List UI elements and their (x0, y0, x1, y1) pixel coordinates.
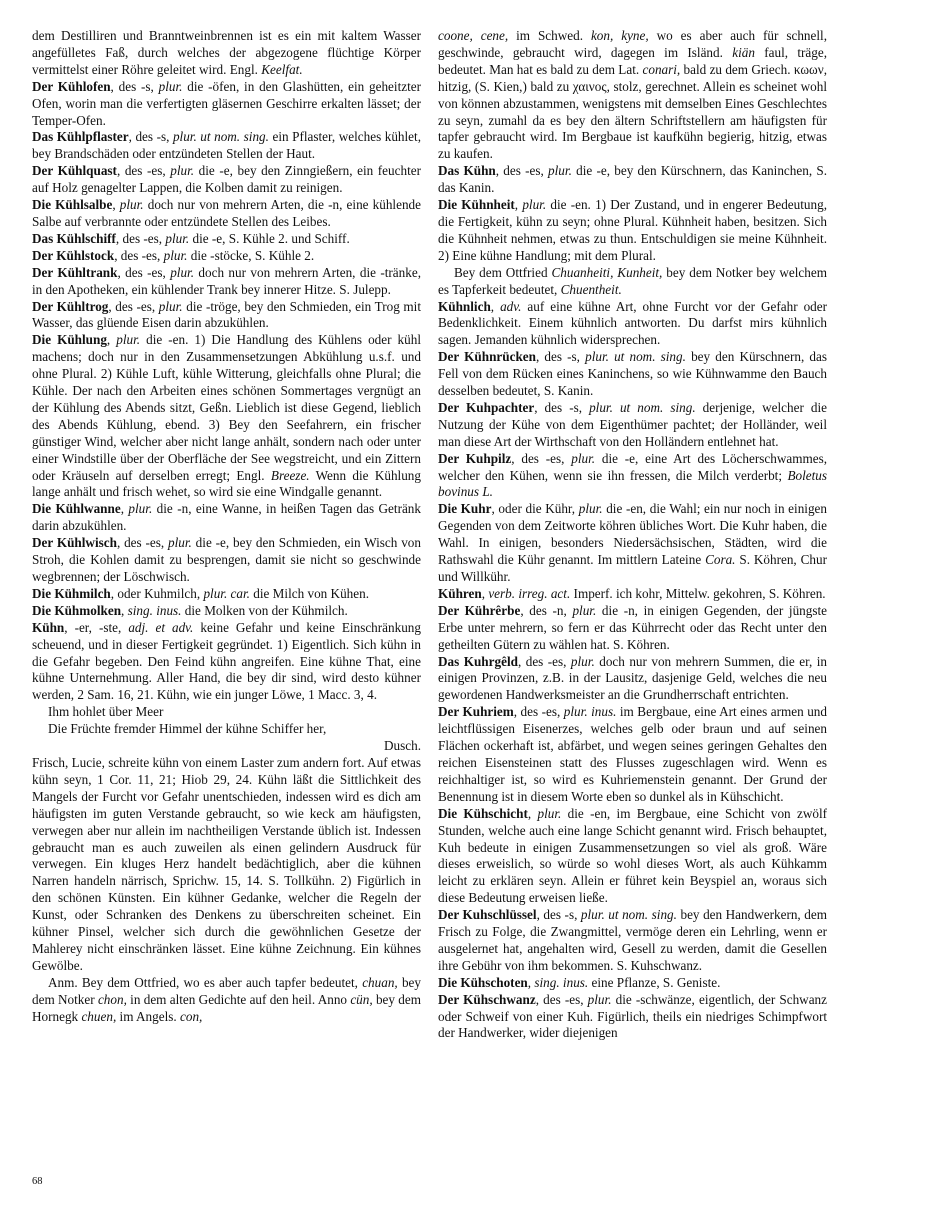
entry-text: , (481, 585, 489, 601)
italic-text: Keelfat. (261, 61, 303, 77)
dictionary-entry (32, 501, 421, 535)
dictionary-entry (32, 721, 421, 738)
left-column (32, 28, 421, 1025)
entry-text: Die Früchte fremder Himmel der kühne Schiffer her, (48, 721, 327, 737)
entry-text: die -e, bey den Kürschnern, das Kaninchen, S. das Kanin. (438, 163, 827, 196)
entry-text: , des -es, (117, 264, 171, 280)
dictionary-entry (438, 654, 827, 705)
entry-text: wo es aber auch für schnell, geschwinde, gebraucht wird, dagegen im Isländ. (438, 28, 827, 60)
entry-text: die -en. 1) Der Zustand, und in engerer Bedeutung, die Fertigkeit, kühn zu seyn; ohne Plural. Kühnheit haben, besitzen. Sich die Kühnheit nehmen, etwas zu thun. Entschuldigen sie meine Kühnheit. 2) Eine kühne Handlung; mit dem Plural. (438, 197, 827, 263)
entry-text: in dem alten Gedichte auf den heil. Anno (126, 991, 351, 1007)
entry-text: bey dem Notker (32, 974, 421, 1007)
italic-text: plur. (128, 501, 153, 517)
italic-text: Breeze. (270, 467, 310, 483)
dictionary-entry (32, 738, 421, 755)
entry-text: bey dem Hornegk (32, 991, 422, 1024)
italic-text: con, (180, 1008, 203, 1024)
headword: Das Kühlschiff (32, 230, 116, 246)
italic-text: cün, (350, 991, 373, 1007)
dictionary-entry (438, 451, 827, 502)
italic-text: plur. (170, 264, 195, 280)
italic-text: plur. (168, 535, 192, 551)
italic-text: plur. ut nom. sing. (172, 129, 269, 145)
entry-text: die -öfen, in den Glashütten, ein geheitzter Ofen, worin man die verfertigten gläsernen Geschirre erkalten lässet; der Temper-Ofen. (32, 78, 421, 128)
dictionary-entry (32, 129, 421, 163)
headword: Die Kühlsalbe (32, 197, 113, 213)
entry-text: , (121, 602, 128, 618)
entry-text: die -n, eine Wanne, in heißen Tagen das Getränk darin abzukühlen. (32, 501, 421, 534)
entry-text: , des -es, (114, 247, 164, 263)
entry-text: im Angels. (116, 1008, 180, 1024)
italic-text: chuen, (81, 1008, 117, 1024)
entry-text: , (112, 197, 120, 213)
headword: Der Kühltrog (32, 298, 109, 314)
entry-text: die -e, bey den Schmieden, ein Wisch von Stroh, die Kohlen damit zu besprengen, damit sie nicht so geschwinde wegbrennen; der Löschwisch. (32, 535, 421, 584)
entry-text: doch nur von mehrern Arten, die -n, eine kühlende Salbe auf verbrannte oder entzündete Stellen des Leibes. (32, 197, 421, 229)
entry-text: , (514, 197, 523, 213)
dictionary-entry (438, 907, 827, 975)
italic-text: plur. (571, 450, 596, 466)
entry-text: bald zu dem Griech. κωων, hitzig, (S. Kien,) bald zu χαινος, stolz, gerechnet. Allein es scheinet wohl von können abzustammen, wenigstens mit demselben Eines Geschlechtes zu seyn, zumahl da es bey den ältern Schriftstellern am häufigsten für tapfer gebraucht wird. Im Bergbaue ist kaufkühn begierig, hitzig, etwas zu kaufen. (438, 61, 827, 162)
right-column (438, 28, 827, 1042)
entry-text: , des -es, (115, 230, 166, 246)
entry-text: die -en, die Wahl; ein nur noch in einigen Gegenden von dem Zeitworte köhren übliches Wort. Die Kuhr haben, die Wahl. In einigen, besonders Niedersächsischen, Städten, wird die Rathswahl die Kühr genannt. Im mittlern Lateine (438, 501, 827, 568)
italic-text: chon, (97, 991, 127, 1007)
headword: Der Kührêrbe (438, 602, 521, 618)
entry-text: , des -s, (128, 129, 173, 145)
entry-text: , des -es, (495, 163, 549, 179)
italic-text: plur. (158, 298, 183, 314)
entry-text: , (490, 298, 501, 314)
headword: Der Kühltrank (32, 264, 118, 280)
entry-text: faul, träge, bedeutet. Man hat es bald zu dem Lat. (438, 44, 827, 77)
entry-text: die -en, im Bergbaue, eine Schicht von zwölf Stunden, welche auch eine lange Schicht genannt wird. Frisch behauptet, Kuh bedeute in einigen Zusammensetzungen so viel als groß. Wäre dieses erweislich, so würde so wohl dieses Wort, als auch Kühkamm leicht zu erklären seyn. Allein er führet kein Beyspiel an, woraus sich diese Bedeutung erweisen ließe. (438, 805, 827, 906)
entry-text: , des -s, (535, 349, 586, 365)
dictionary-entry (438, 806, 827, 907)
headword: Das Kühn (438, 163, 496, 179)
italic-text: plur. (587, 991, 612, 1007)
headword: Kühn (32, 619, 65, 635)
entry-text: bey den Handwerkern, dem Frisch zu Folge, die Zwangmittel, vermöge deren ein Lehrling, wenn er ausgelernet hat, angehalten wird, Gesell zu werden, damit die Gesellen ihre Gebühr von ihm bekommen. S. Kuhschwanz. (438, 907, 827, 973)
entry-text: bey dem Notker bey welchem es Tapferkeit bedeutet, (438, 264, 827, 297)
headword: Der Kuhschlüssel (438, 907, 537, 923)
entry-text: , des -es, (535, 991, 588, 1007)
italic-text: plur. ut nom. sing. (585, 349, 686, 365)
dictionary-entry (32, 163, 421, 197)
italic-text: plur. (548, 163, 572, 179)
italic-text: sing. inus. (534, 974, 589, 990)
entry-text: , (120, 501, 129, 517)
entry-text: , des -s, (534, 399, 590, 415)
italic-text: plur. car. (203, 585, 250, 601)
headword: Kühren (438, 585, 482, 601)
entry-text: , (527, 805, 538, 821)
entry-text: , des -es, (116, 163, 171, 179)
italic-text: plur. ut nom. sing. (580, 907, 677, 923)
entry-text: Wenn die Kühlung lange anhält und frisch wehet, so wird sie eine Windgalle genannt. (32, 467, 421, 500)
entry-text: , des -s, (536, 907, 581, 923)
dictionary-entry (438, 704, 827, 805)
dictionary-entry (438, 197, 827, 265)
entry-text: doch nur von mehrern Arten, die -tränke, in den Apotheken, ein kühlender Trank bey innerer Hitze. S. Julepp. (32, 264, 421, 297)
dictionary-entry (32, 535, 421, 586)
italic-text: plur. (116, 332, 141, 348)
italic-text: Chuanheiti, Kunheit, (551, 264, 663, 280)
italic-text: plur. inus. (563, 704, 617, 720)
headword: Der Kuhpachter (438, 399, 535, 415)
headword: Die Kühschicht (438, 805, 528, 821)
dictionary-entry (438, 265, 827, 299)
entry-text: Bey dem Ottfried (454, 264, 552, 280)
entry-text: dem Destilliren und Branntweinbrennen ist es ein mit kaltem Wasser angefülletes Faß, durch welches der abgezogene flüchtige Körper vermittelst einer Röhre geleitet wird. Engl. (32, 28, 421, 77)
entry-text: die -e, eine Art des Löcherschwammes, welcher den Kühen, wenn sie ihn fressen, die Milch verderbt; (438, 450, 827, 483)
italic-text: Boletus bovinus L. (438, 467, 827, 500)
dictionary-entry (438, 586, 827, 603)
headword: Der Kühnrücken (438, 349, 536, 365)
entry-text: S. Köhren, Chur und Willkühr. (438, 552, 827, 584)
entry-text: , des -es, (513, 704, 564, 720)
dictionary-entry (32, 620, 421, 705)
entry-text: im Bergbaue, eine Art eines armen und leichtflüssigen Eisenerzes, welches gelb oder braun und auf seinen Flächen ockerhaft ist, abfärbet, und wegen seines geringen Gehaltes den reichen Eisensteinen statt des Flusses zugeschlagen wird. Wenn es reichhaltiger ist, so wird es Kuhriemenstein genannt. Der Grund der Benennung ist in diesem Worte eben so dunkel als in Kühschicht. (438, 704, 827, 804)
italic-text: plur. (170, 163, 195, 179)
dictionary-entry (32, 586, 421, 603)
entry-text: die -stöcke, S. Kühle 2. (187, 247, 315, 263)
italic-text: Cora. (705, 552, 736, 568)
entry-text: , (527, 974, 535, 990)
entry-text: eine Pflanze, S. Geniste. (588, 974, 721, 990)
headword: Die Kühschoten (438, 974, 528, 990)
dictionary-entry (438, 299, 827, 350)
italic-text: adv. (500, 298, 522, 314)
headword: Der Kühlquast (32, 163, 117, 179)
dictionary-entry (32, 265, 421, 299)
italic-text: verb. irreg. act. (488, 585, 571, 601)
italic-text: chuan, (362, 974, 398, 990)
italic-text: conari, (642, 61, 681, 77)
headword: Das Kühlpflaster (32, 129, 129, 145)
italic-text: plur. (163, 247, 188, 263)
italic-text: plur. (119, 197, 144, 213)
headword: Das Kuhrgêld (438, 653, 518, 669)
dictionary-entry (32, 332, 421, 501)
entry-text: ein Pflaster, welches kühlet, bey Brandschäden oder entzündeten Stellen der Haut. (32, 129, 421, 162)
entry-text: die Molken von der Kühmilch. (181, 602, 348, 618)
entry-text: Frisch, Lucie, schreite kühn von einem Laster zum andern fort. Auf etwas kühn seyn, 1 Cor. 11, 21; Hiob 29, 24. Kühn läßt die Sittlichkeit des Mangels der Furcht vor Gefahr unentschieden, indessen wird es dich am häufigsten im guten Verstande gebraucht, so wie keck am häufigsten, verwegen aber nur allein im nachtheiligen Verstande üblich ist. Indessen gebraucht man es auch zuweilen als einen gelindern Ausdruck für verwegen. Ein kluges Herz handelt bedächtiglich, aber die kühnen Narren handeln närrisch, Sprichw. 15, 14. S. Tollkühn. 2) Figürlich in den schönen Künsten. Ein kühner Gedanke, welcher die Regeln der Kunst, oder Schranken des Denkens zu überschreiten scheinet. Ein kühner Pinsel, welcher sich durch die gewöhnlichen Gesetze der Mahlerey nicht einschränken lässet. Eine kühne Zeichnung. Ein kühnes Gewölbe. (32, 754, 421, 973)
headword: Die Kühmilch (32, 585, 111, 601)
entry-text: doch nur von mehrern Summen, die er, in einigen Provinzen, z.B. in der Lausitz, dasjenige Geld, welches die neu gewordenen Handwerksmeister an die Grundherrschaft entrichten. (438, 653, 827, 703)
headword: Der Kühlwisch (32, 535, 117, 551)
italic-text: plur. (537, 805, 562, 821)
dictionary-entry (438, 163, 827, 197)
italic-text: plur. ut nom. sing. (589, 399, 696, 415)
dictionary-entry (438, 349, 827, 400)
page-number: 68 (32, 1176, 43, 1187)
entry-text: derjenige, welcher die Nutzung der Kühe von dem Eigenthümer pachtet; der Holländer, weil man diese Art der Wirthschaft von den Holländern entlehnet hat. (438, 399, 827, 449)
entry-text: , des -es, (116, 535, 169, 551)
dictionary-entry (438, 501, 827, 586)
headword: Der Kuhpilz (438, 450, 512, 466)
italic-text: Chuentheit. (560, 281, 622, 297)
entry-text: die -n, in einigen Gegenden, der jüngste Erbe unter mehrern, so fern er das Kührrecht oder das Recht unter den getheilten Gütern zu wählen hat. S. Köhren. (438, 602, 827, 652)
dictionary-entry (32, 231, 421, 248)
dictionary-entry (32, 299, 421, 333)
dictionary-entry (32, 975, 421, 1026)
entry-text: die Milch von Kühen. (249, 585, 370, 601)
entry-text: die -en. 1) Die Handlung des Kühlens oder kühl machens; doch nur in den Zusammensetzungen Abkühlung u.s.f. und ohne Plural. 2) Kühle Luft, kühle Witterung, gleichfalls ohne Plural; die Kühle. Der nach den Arbeiten eines schönen Sommertages vergnügt an der Kühlung des Abends sitzt, Geßn. Lieblich ist diese Gegend, lieblich des Abends Kühlung, ebend. 3) Bey den Seefahrern, ein frischer günstiger Wind, welcher aber nicht lange anhält, sondern nach oder unter einer Windstille über der Oberfläche der See wegstreicht, und ein Zittern oder Kräuseln auf derselben erregt; Engl. (32, 332, 421, 483)
entry-text: Anm. Bey dem Ottfried, wo es aber auch tapfer bedeutet, (48, 974, 363, 990)
entry-text: keine Gefahr und keine Einschränkung scheuend, und in dieser Fertigkeit gegründet. 1) Eigentlich. Sich kühn in die Gefahr begeben. Den Feind kühn angreifen. Eine kühne That, eine kühne Unternehmung. Aller Hand, die bey dir sind, wird desto kühner werden, 2 Sam. 16, 21. Kühn, wie ein junger Löwe, 1 Macc. 3, 4. (32, 619, 421, 703)
entry-text: Ihm hohlet über Meer (48, 704, 164, 720)
italic-text: sing. inus. (127, 602, 182, 618)
headword: Die Kühmolken (32, 602, 122, 618)
headword: Die Kühlung (32, 332, 107, 348)
dictionary-entry (32, 603, 421, 620)
entry-text: die -schwänze, eigentlich, der Schwanz oder Schweif von einer Kuh. Figürlich, theils ein niedriges Schimpfwort der Handwerker, wider diejenigen (438, 991, 827, 1041)
dictionary-entry (32, 197, 421, 231)
headword: Der Kühlstock (32, 247, 115, 263)
italic-text: kiän (732, 44, 755, 60)
italic-text: plur. (570, 653, 595, 669)
entry-text: auf eine kühne Art, ohne Furcht vor der Gefahr oder Bedenklichkeit. Einem kühnlich antworten. Du darfst mirs kühnlich sagen. Jemanden kühnlich widersprechen. (438, 298, 828, 348)
entry-text: , oder die Kühr, (491, 501, 579, 517)
headword: Die Kühlwanne (32, 501, 121, 517)
headword: Der Kühlofen (32, 78, 111, 94)
italic-text: plur. (578, 501, 603, 517)
italic-text: plur. (158, 78, 183, 94)
entry-text: die -e, S. Kühle 2. und Schiff. (189, 230, 350, 246)
entry-text: , -er, -ste, (64, 619, 129, 635)
dictionary-entry (438, 28, 827, 163)
dictionary-entry (438, 992, 827, 1043)
headword: Die Kuhr (438, 501, 492, 517)
dictionary-entry (438, 603, 827, 654)
italic-text: adj. et adv. (128, 619, 194, 635)
entry-text: Dusch. (384, 738, 421, 754)
dictionary-entry (32, 755, 421, 975)
italic-text: plur. (522, 197, 547, 213)
entry-text: bey den Kürschnern, das Fell von dem Rücken eines Kaninchens, so wie Kühnwamme den Bauch desselben bedeutet, S. Kanin. (438, 349, 827, 399)
entry-text: , oder Kuhmilch, (110, 585, 204, 601)
entry-text: im Schwed. (508, 28, 591, 43)
entry-text: die -tröge, bey den Schmieden, ein Trog mit Wasser, das glüende Eisen darin abzukühlen. (32, 298, 421, 331)
dictionary-entry (438, 975, 827, 992)
entry-text: , des -s, (110, 78, 159, 94)
dictionary-entry (32, 79, 421, 130)
italic-text: coone, cene, (438, 28, 509, 43)
dictionary-entry (438, 400, 827, 451)
dictionary-entry (32, 248, 421, 265)
italic-text: plur. (165, 230, 190, 246)
entry-text: , des -es, (108, 298, 159, 314)
entry-text: , des -n, (520, 602, 573, 618)
headword: Der Kuhriem (438, 704, 514, 720)
dictionary-entry (32, 704, 421, 721)
entry-text: , des -es, (511, 450, 572, 466)
dictionary-entry (32, 28, 421, 79)
italic-text: plur. (572, 602, 597, 618)
entry-text: , des -es, (517, 653, 571, 669)
italic-text: kon, kyne, (590, 28, 649, 43)
headword: Kühnlich (438, 298, 491, 314)
entry-text: die -e, bey den Zinngießern, ein feuchter auf Holz genagelter Lappen, die Kolben damit zu reinigen. (32, 163, 421, 196)
entry-text: Imperf. ich kohr, Mittelw. gekohren, S. Köhren. (570, 585, 826, 601)
headword: Der Kühschwanz (438, 991, 536, 1007)
entry-text: , (106, 332, 117, 348)
headword: Die Kühnheit (438, 197, 515, 213)
